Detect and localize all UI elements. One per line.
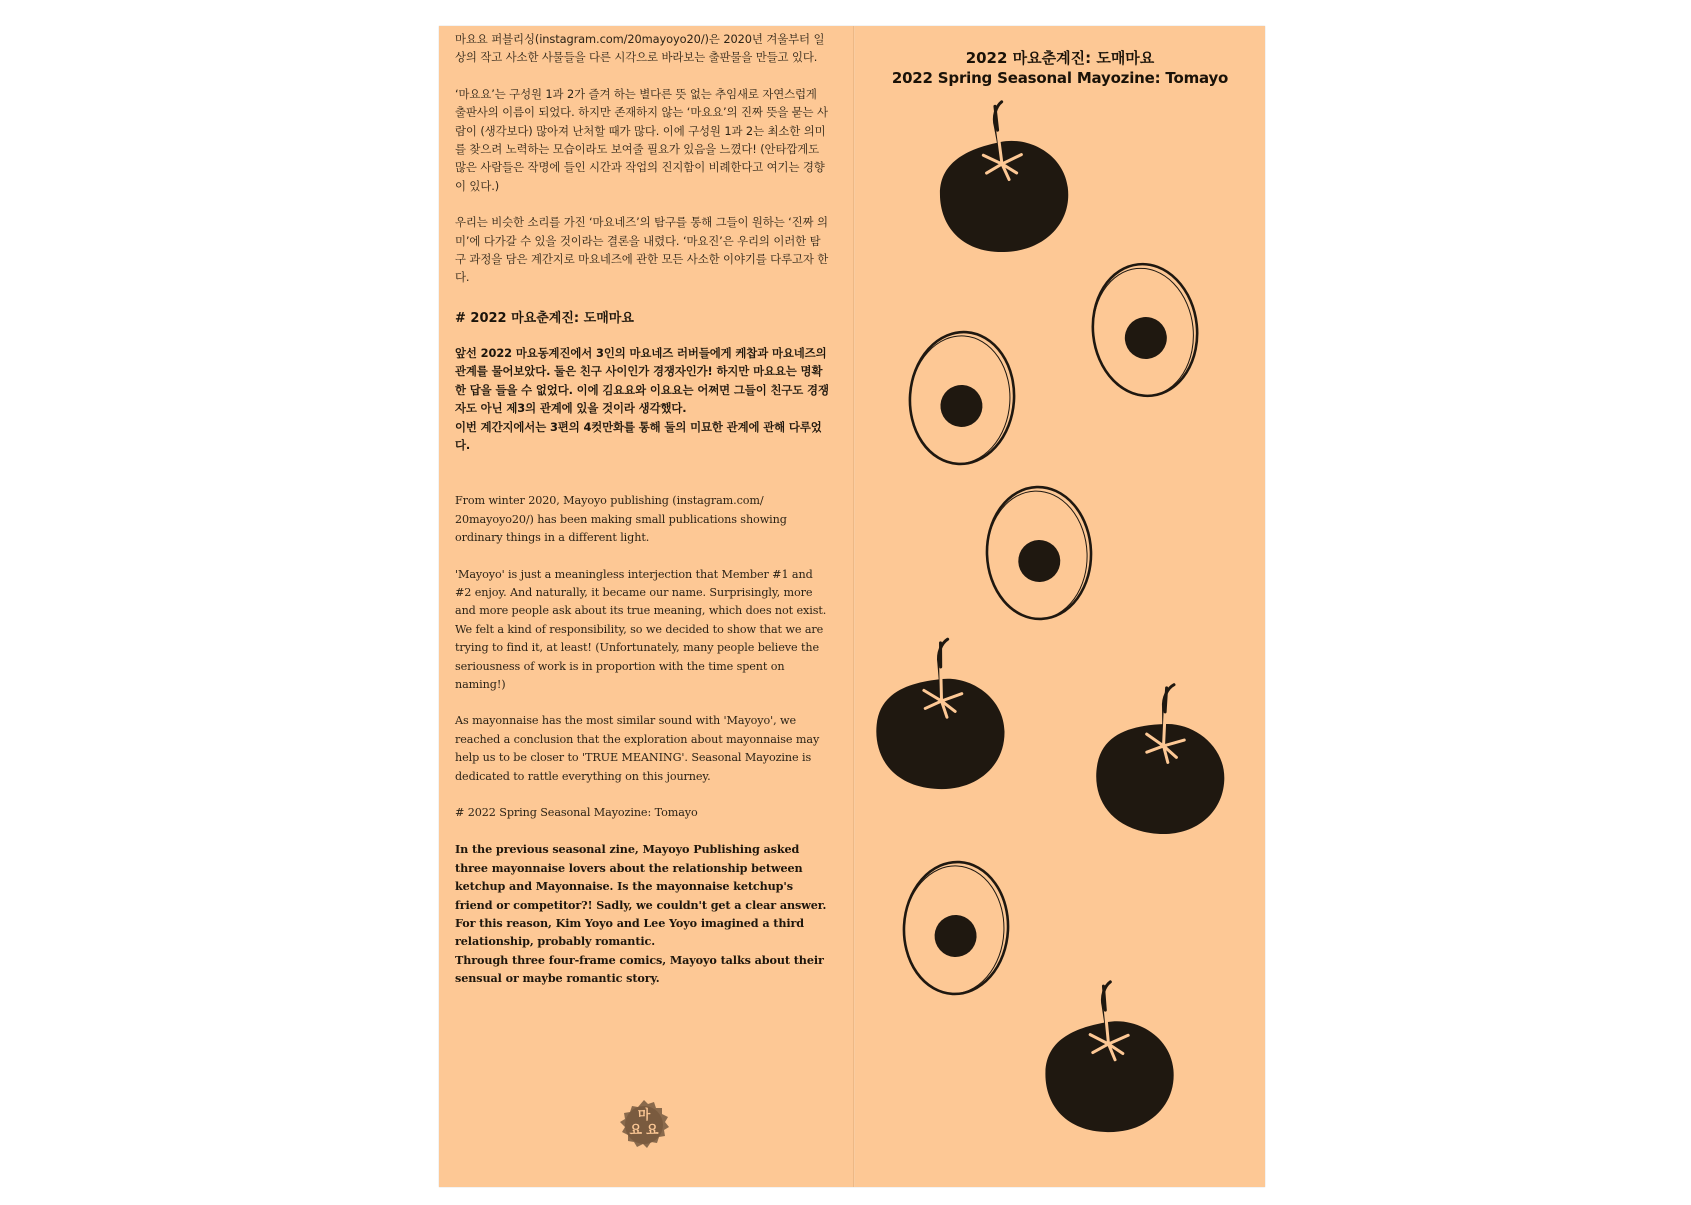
mayoyo-logo bbox=[617, 1098, 671, 1152]
ko-mayonnaise-paragraph: 우리는 비슷한 소리를 가진 ‘마요네즈’의 탐구를 통해 그들이 원하는 ‘진짜 의미’에 다가갈 수 있을 것이라는 결론을 내렸다. ‘마요진’은 우리의 이러한 탐구 과정을 담은 계간지로 마요네즈에 관한 모든 사소한 이야기를 다루고자 한다. bbox=[455, 215, 829, 285]
en-name-paragraph: 'Mayoyo' is just a meaningless interjection that Member #1 and #2 enjoy. And naturally, it became our name. Surprisingly, more and more people ask about its true meaning, which does not exist. We felt a kind of responsibility, so we decided to show that we are trying to find it, at least! (Unfortunately, many people believe the seriousness of work is in proportion with the time spent on naming!) bbox=[455, 567, 827, 691]
tomato-icon bbox=[1042, 980, 1175, 1134]
logo-text-top: 마 bbox=[637, 1108, 651, 1123]
logo-text-bottom: 요요 bbox=[629, 1123, 663, 1138]
logo-text bbox=[617, 1098, 671, 1138]
ko-bold-paragraph-2: 이번 계간지에서는 3편의 4컷만화를 통해 둘의 미묘한 관계에 관해 다루었다. bbox=[455, 419, 822, 452]
en-section-heading: # 2022 Spring Seasonal Mayozine: Tomayo bbox=[455, 806, 698, 819]
left-panel bbox=[455, 30, 831, 988]
egg-icon bbox=[985, 485, 1094, 621]
ko-section-heading: # 2022 마요춘계진: 도매마요 bbox=[455, 310, 634, 326]
cover-illustration bbox=[855, 26, 1265, 1187]
en-bold-paragraph-2: For this reason, Kim Yoyo and Lee Yoyo imagined a third relationship, probably romantic. bbox=[455, 916, 805, 949]
en-bold-paragraph: In the previous seasonal zine, Mayoyo Publishing asked three mayonnaise lovers about the relationship between ketchup and Mayonnaise. Is the mayonnaise ketchup's friend or competitor?! Sadly, we couldn't get a clear answer. bbox=[455, 842, 827, 912]
egg-icon bbox=[901, 859, 1012, 996]
tomato-icon bbox=[874, 637, 1007, 791]
tomato-icon bbox=[1091, 678, 1234, 841]
en-mayonnaise-paragraph: As mayonnaise has the most similar sound with 'Mayoyo', we reached a conclusion that the exploration about mayonnaise may help us to be closer to 'TRUE MEANING'. Seasonal Mayozine is dedicated to rattle everything on this journey. bbox=[455, 714, 820, 783]
ko-name-paragraph: ‘마요요’는 구성원 1과 2가 즐겨 하는 별다른 뜻 없는 추임새로 자연스럽게 출판사의 이름이 되었다. 하지만 존재하지 않는 ‘마요요’의 진짜 뜻을 묻는 사람이 (생각보다) 많아져 난처할 때가 많다. 이에 구성원 1과 2는 최소한 의미를 찾으려 노력하는 모습이라도 보여줄 필요가 있음을 느꼈다! (안타깝게도 많은 사람들은 작명에 들인 시간과 작업의 진지함이 비례한다고 여기는 경향이 있다.) bbox=[455, 86, 828, 193]
tomato-icon bbox=[934, 98, 1072, 257]
title-korean: 2022 마요춘계진: 도매마요 bbox=[965, 49, 1155, 67]
title-english: 2022 Spring Seasonal Mayozine: Tomayo bbox=[891, 69, 1229, 87]
en-bold-paragraph-3: Through three four-frame comics, Mayoyo talks about their sensual or maybe romantic story. bbox=[455, 952, 824, 986]
ko-bold-paragraph: 앞선 2022 마요동계진에서 3인의 마요네즈 러버들에게 케찹과 마요네즈의 관계를 물어보았다. 둘은 친구 사이인가 경쟁자인가! 하지만 마요요는 명확한 답을 들을 수 없었다. 이에 김요요와 이요요는 어쩌면 그들이 친구도 경쟁자도 아닌 제3의 관계에 있을 것이라 생각했다. bbox=[455, 345, 829, 416]
egg-icon bbox=[1086, 259, 1203, 401]
egg-icon bbox=[906, 329, 1019, 468]
zine-sheet bbox=[439, 26, 1265, 1187]
ko-intro-paragraph: 마요요 퍼블리싱(instagram.com/20mayoyo20/)은 2020년 겨울부터 일상의 작고 사소한 사물들을 다른 시각으로 바라보는 출판물을 만들고 있다. bbox=[455, 32, 825, 65]
en-intro-paragraph: From winter 2020, Mayoyo publishing (instagram.com/ 20mayoyo20/) has been making small publications showing ordinary things in a different light. bbox=[455, 494, 787, 545]
